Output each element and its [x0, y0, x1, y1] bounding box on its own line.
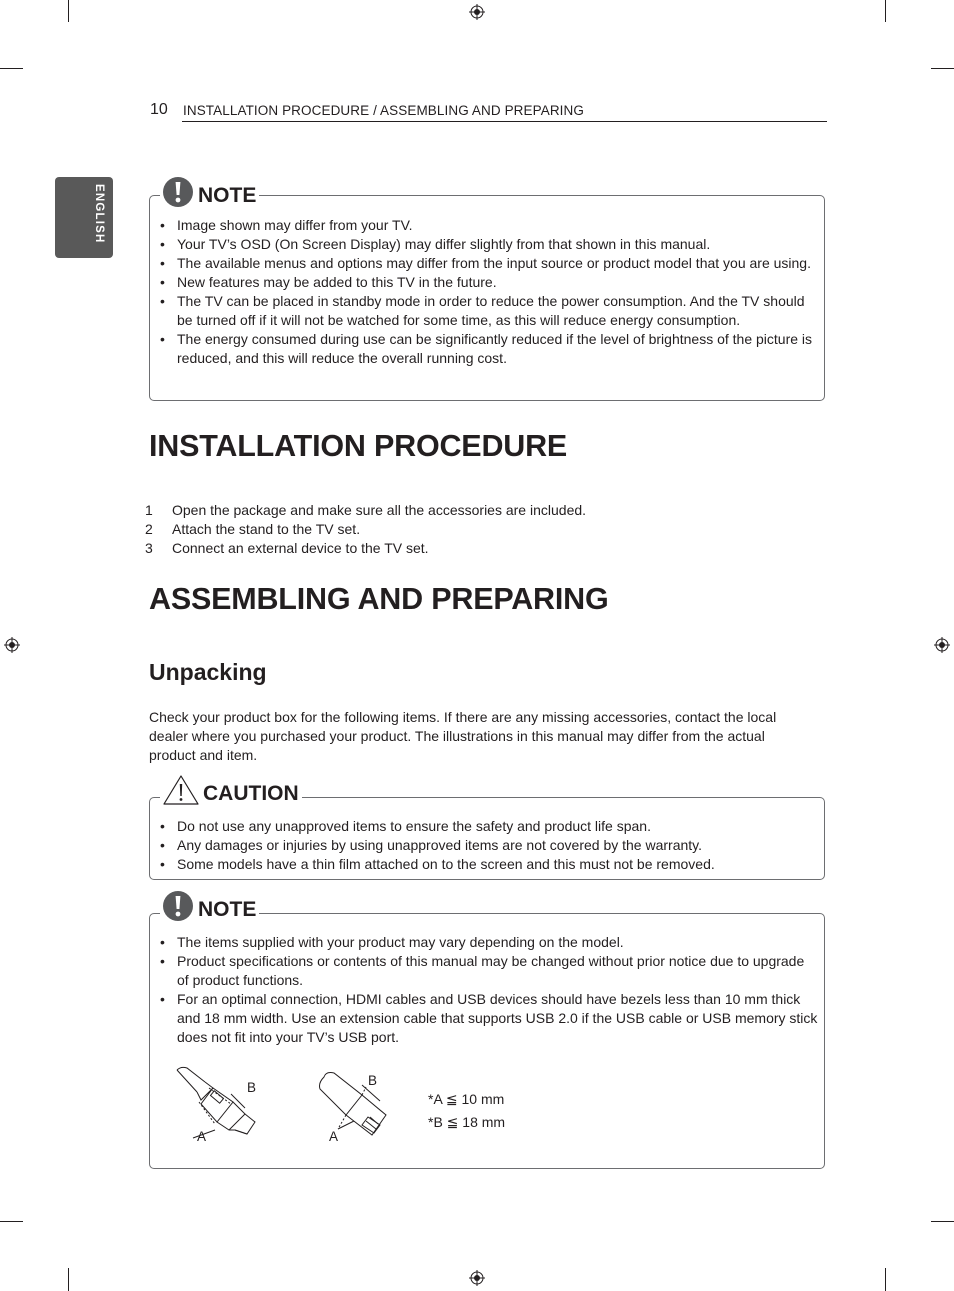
unpacking-paragraph: Check your product box for the following items. If there are any missing accessories, contact the local dealer where you purchased your product. The illustrations in this manual may differ from the actual product and item. [149, 709, 777, 763]
list-item: • The energy consumed during use can be significantly reduced if the level of brightness of the picture is reduced, and this will reduce the overall running cost. [158, 330, 818, 368]
step-item [145, 501, 586, 520]
exclamation-icon [162, 890, 194, 922]
language-tab [55, 177, 113, 258]
unpacking-subtitle: Unpacking [149, 659, 267, 685]
list-item: • The items supplied with your product may vary depending on the model. [158, 933, 818, 952]
note-list [158, 216, 818, 368]
spec-b-limit: *B ≦ 18 mm [428, 1114, 506, 1130]
list-item: • Your TV’s OSD (On Screen Display) may differ slightly from that shown in this manual. [158, 235, 818, 254]
page-number: 10 [150, 101, 168, 118]
crop-mark [885, 1268, 886, 1291]
note-label: NOTE [198, 898, 257, 921]
caution-heading [160, 774, 302, 806]
usb-label-a: A [329, 1129, 339, 1144]
note-box [149, 184, 825, 401]
header-divider [182, 121, 827, 122]
step-number: 3 [145, 540, 153, 556]
step-text: Attach the stand to the TV set. [172, 521, 361, 537]
caution-label: CAUTION [203, 782, 299, 805]
note-box [149, 898, 825, 1169]
list-item: • Some models have a thin film attached on to the screen and this must not be removed. [158, 855, 818, 874]
registration-mark-icon [4, 637, 20, 653]
step-item [145, 539, 586, 558]
list-item: • Do not use any unapproved items to ensure the safety and product life span. [158, 817, 818, 836]
crop-mark [68, 0, 69, 22]
crop-mark [0, 1221, 23, 1222]
note-label: NOTE [198, 184, 257, 207]
step-text: Open the package and make sure all the accessories are included. [172, 502, 587, 518]
usb-label-b: B [368, 1073, 378, 1088]
caution-list [158, 817, 818, 874]
note-heading [160, 176, 259, 208]
registration-mark-icon [934, 637, 950, 653]
list-item: • For an optimal connection, HDMI cables and USB devices should have bezels less than 10 mm thick and 18 mm width. Use an extension cable that supports USB 2.0 if the USB cable or USB memory stick does not fit into your TV’s USB port. [158, 990, 818, 1047]
running-header: INSTALLATION PROCEDURE / ASSEMBLING AND PREPARING [183, 103, 584, 118]
crop-mark [931, 68, 954, 69]
list-item: • New features may be added to this TV in the future. [158, 273, 818, 292]
installation-steps [145, 501, 586, 558]
registration-mark-icon [469, 1270, 485, 1286]
hdmi-label-a: A [197, 1129, 207, 1144]
list-item: • The available menus and options may differ from the input source or product model that you are using. [158, 254, 818, 273]
list-item: • The TV can be placed in standby mode in order to reduce the power consumption. And the TV should be turned off if it will not be watched for some time, as this will reduce energy consumption. [158, 292, 818, 330]
step-number: 2 [145, 521, 153, 537]
spec-a-limit: *A ≦ 10 mm [428, 1091, 505, 1107]
list-item: • Image shown may differ from your TV. [158, 216, 818, 235]
crop-mark [68, 1268, 69, 1291]
crop-mark [885, 0, 886, 22]
note-list [158, 933, 818, 1047]
crop-mark [931, 1221, 954, 1222]
step-item [145, 520, 586, 539]
installation-title: INSTALLATION PROCEDURE [149, 429, 568, 463]
step-number: 1 [145, 502, 153, 518]
caution-box [149, 782, 825, 880]
list-item: • Any damages or injuries by using unapproved items are not covered by the warranty. [158, 836, 818, 855]
step-text: Connect an external device to the TV set. [172, 540, 429, 556]
registration-mark-icon [469, 4, 485, 20]
language-tab-label: ENGLISH [93, 184, 105, 244]
note-heading [160, 890, 259, 922]
hdmi-connector-illustration [175, 1064, 285, 1149]
warning-triangle-icon [162, 774, 200, 806]
assembling-title: ASSEMBLING AND PREPARING [149, 582, 609, 616]
hdmi-label-b: B [247, 1080, 257, 1095]
list-item: • Product specifications or contents of this manual may be changed without prior notice due to upgrade of product functions. [158, 952, 818, 990]
crop-mark [0, 68, 23, 69]
exclamation-icon [162, 176, 194, 208]
